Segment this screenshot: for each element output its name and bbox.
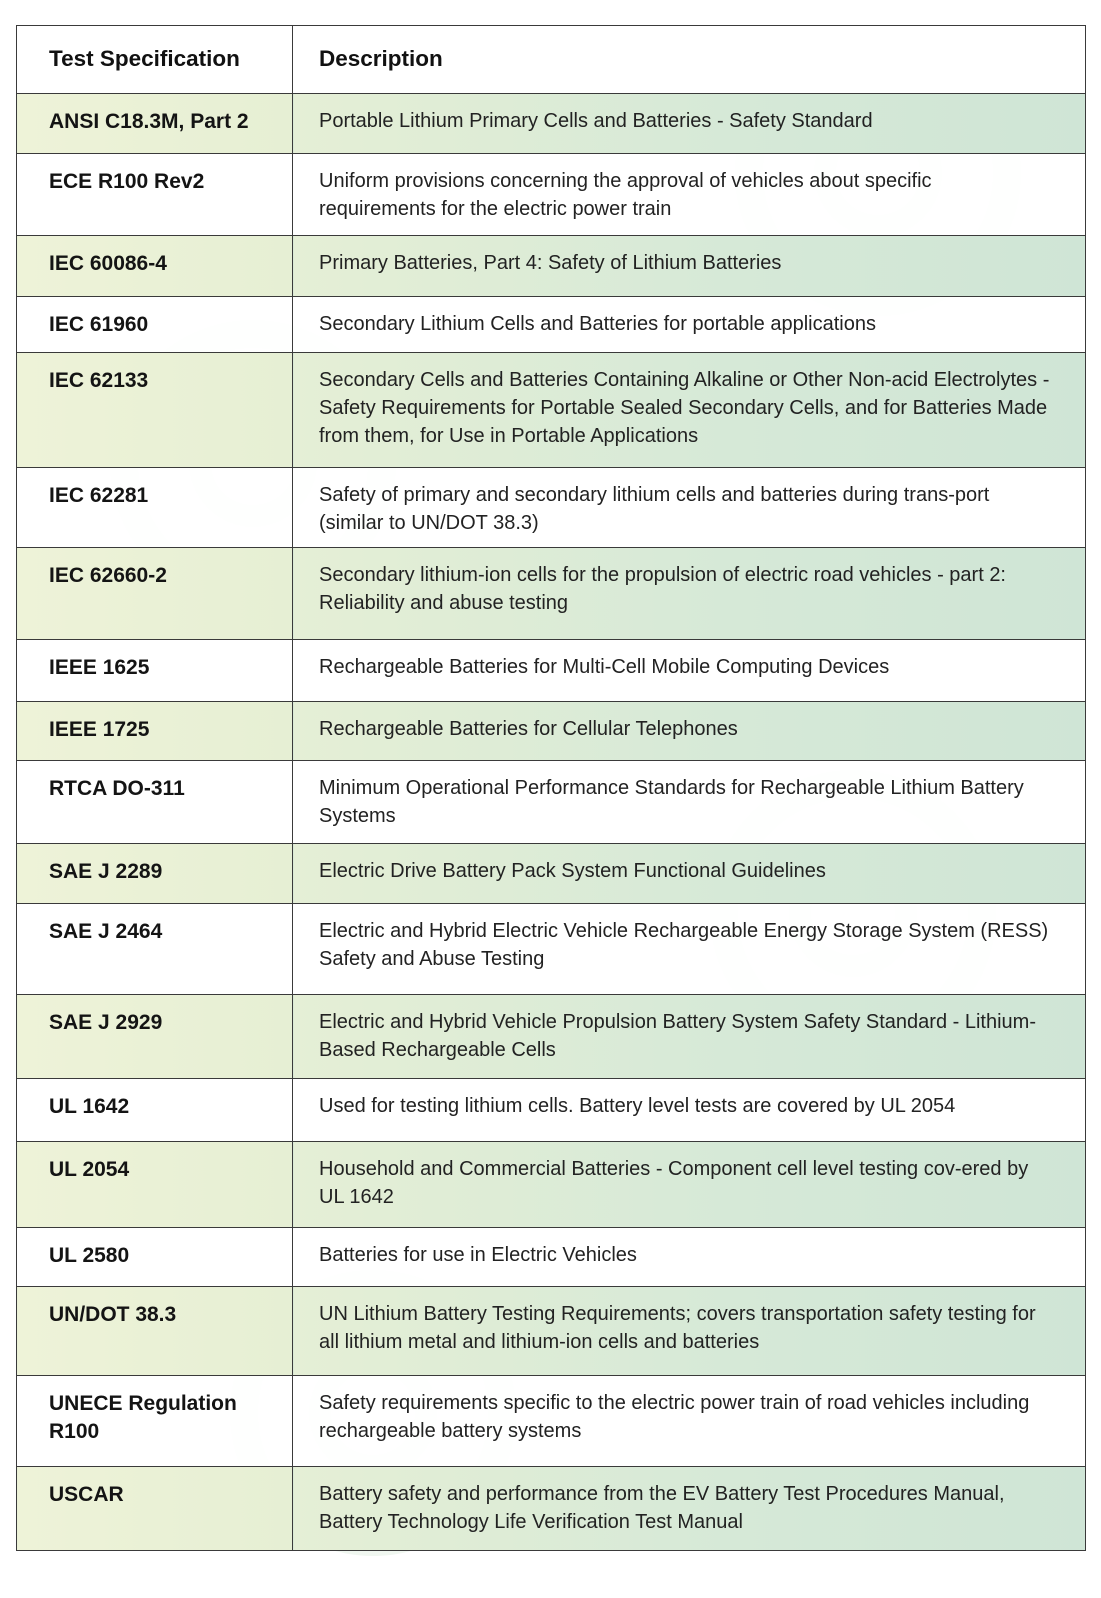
description-cell: Secondary Lithium Cells and Batteries for portable applications <box>293 297 1086 353</box>
test-specification-cell: SAE J 2289 <box>17 844 293 904</box>
table-row <box>17 236 1086 297</box>
description-cell: Safety requirements specific to the electric power train of road vehicles including rechargeable battery systems <box>293 1376 1086 1467</box>
description-cell: Batteries for use in Electric Vehicles <box>293 1228 1086 1287</box>
test-specification-cell: IEC 60086-4 <box>17 236 293 297</box>
test-specification-cell: IEEE 1625 <box>17 640 293 702</box>
description-cell: Rechargeable Batteries for Multi-Cell Mobile Computing Devices <box>293 640 1086 702</box>
test-specification-cell: UL 2580 <box>17 1228 293 1287</box>
test-specification-table <box>16 25 1086 1551</box>
table-row <box>17 1142 1086 1228</box>
table-row <box>17 548 1086 640</box>
test-specification-cell: IEEE 1725 <box>17 702 293 761</box>
table-row <box>17 353 1086 468</box>
table-row <box>17 1376 1086 1467</box>
description-cell: Safety of primary and secondary lithium cells and batteries during trans-port (similar to UN/DOT 38.3) <box>293 468 1086 548</box>
test-specification-cell: UNECE Regulation R100 <box>17 1376 293 1467</box>
description-cell: Electric Drive Battery Pack System Functional Guidelines <box>293 844 1086 904</box>
description-cell: Secondary lithium-ion cells for the propulsion of electric road vehicles - part 2: Reliability and abuse testing <box>293 548 1086 640</box>
description-cell: Electric and Hybrid Vehicle Propulsion Battery System Safety Standard - Lithium-Based Rechargeable Cells <box>293 995 1086 1079</box>
table-row <box>17 702 1086 761</box>
description-cell: Uniform provisions concerning the approval of vehicles about specific requirements for the electric power train <box>293 154 1086 236</box>
description-cell: UN Lithium Battery Testing Requirements; covers transportation safety testing for all lithium metal and lithium-ion cells and batteries <box>293 1287 1086 1376</box>
table-row <box>17 844 1086 904</box>
test-specification-cell: UL 2054 <box>17 1142 293 1228</box>
table-row <box>17 904 1086 995</box>
description-cell: Household and Commercial Batteries - Component cell level testing cov-ered by UL 1642 <box>293 1142 1086 1228</box>
test-specification-cell: IEC 62281 <box>17 468 293 548</box>
column-header-test-specification: Test Specification <box>17 26 293 94</box>
column-header-description: Description <box>293 26 1086 94</box>
test-specification-cell: ECE R100 Rev2 <box>17 154 293 236</box>
test-specification-cell: SAE J 2929 <box>17 995 293 1079</box>
test-specification-cell: IEC 62660-2 <box>17 548 293 640</box>
table-row <box>17 1467 1086 1551</box>
test-specification-cell: UN/DOT 38.3 <box>17 1287 293 1376</box>
table-row <box>17 995 1086 1079</box>
table-body <box>17 94 1086 1551</box>
table-row <box>17 154 1086 236</box>
description-cell: Portable Lithium Primary Cells and Batteries - Safety Standard <box>293 94 1086 154</box>
description-cell: Minimum Operational Performance Standards for Rechargeable Lithium Battery Systems <box>293 761 1086 844</box>
test-specification-cell: SAE J 2464 <box>17 904 293 995</box>
table-row <box>17 468 1086 548</box>
table-row <box>17 761 1086 844</box>
table-row <box>17 297 1086 353</box>
table-row <box>17 640 1086 702</box>
description-cell: Electric and Hybrid Electric Vehicle Rechargeable Energy Storage System (RESS) Safety and Abuse Testing <box>293 904 1086 995</box>
description-cell: Used for testing lithium cells. Battery level tests are covered by UL 2054 <box>293 1079 1086 1142</box>
table-header-row <box>17 26 1086 94</box>
table-row <box>17 1287 1086 1376</box>
test-specification-cell: IEC 62133 <box>17 353 293 468</box>
description-cell: Primary Batteries, Part 4: Safety of Lithium Batteries <box>293 236 1086 297</box>
test-specification-cell: USCAR <box>17 1467 293 1551</box>
test-specification-cell: RTCA DO-311 <box>17 761 293 844</box>
description-cell: Rechargeable Batteries for Cellular Telephones <box>293 702 1086 761</box>
description-cell: Battery safety and performance from the EV Battery Test Procedures Manual, Battery Technology Life Verification Test Manual <box>293 1467 1086 1551</box>
test-specification-cell: ANSI C18.3M, Part 2 <box>17 94 293 154</box>
description-cell: Secondary Cells and Batteries Containing Alkaline or Other Non-acid Electrolytes - Safety Requirements for Portable Sealed Secondary Cells, and for Batteries Made from them, for Use in Portable Applications <box>293 353 1086 468</box>
test-specification-cell: UL 1642 <box>17 1079 293 1142</box>
table-row <box>17 1079 1086 1142</box>
table-row <box>17 1228 1086 1287</box>
table-row <box>17 94 1086 154</box>
test-specification-cell: IEC 61960 <box>17 297 293 353</box>
